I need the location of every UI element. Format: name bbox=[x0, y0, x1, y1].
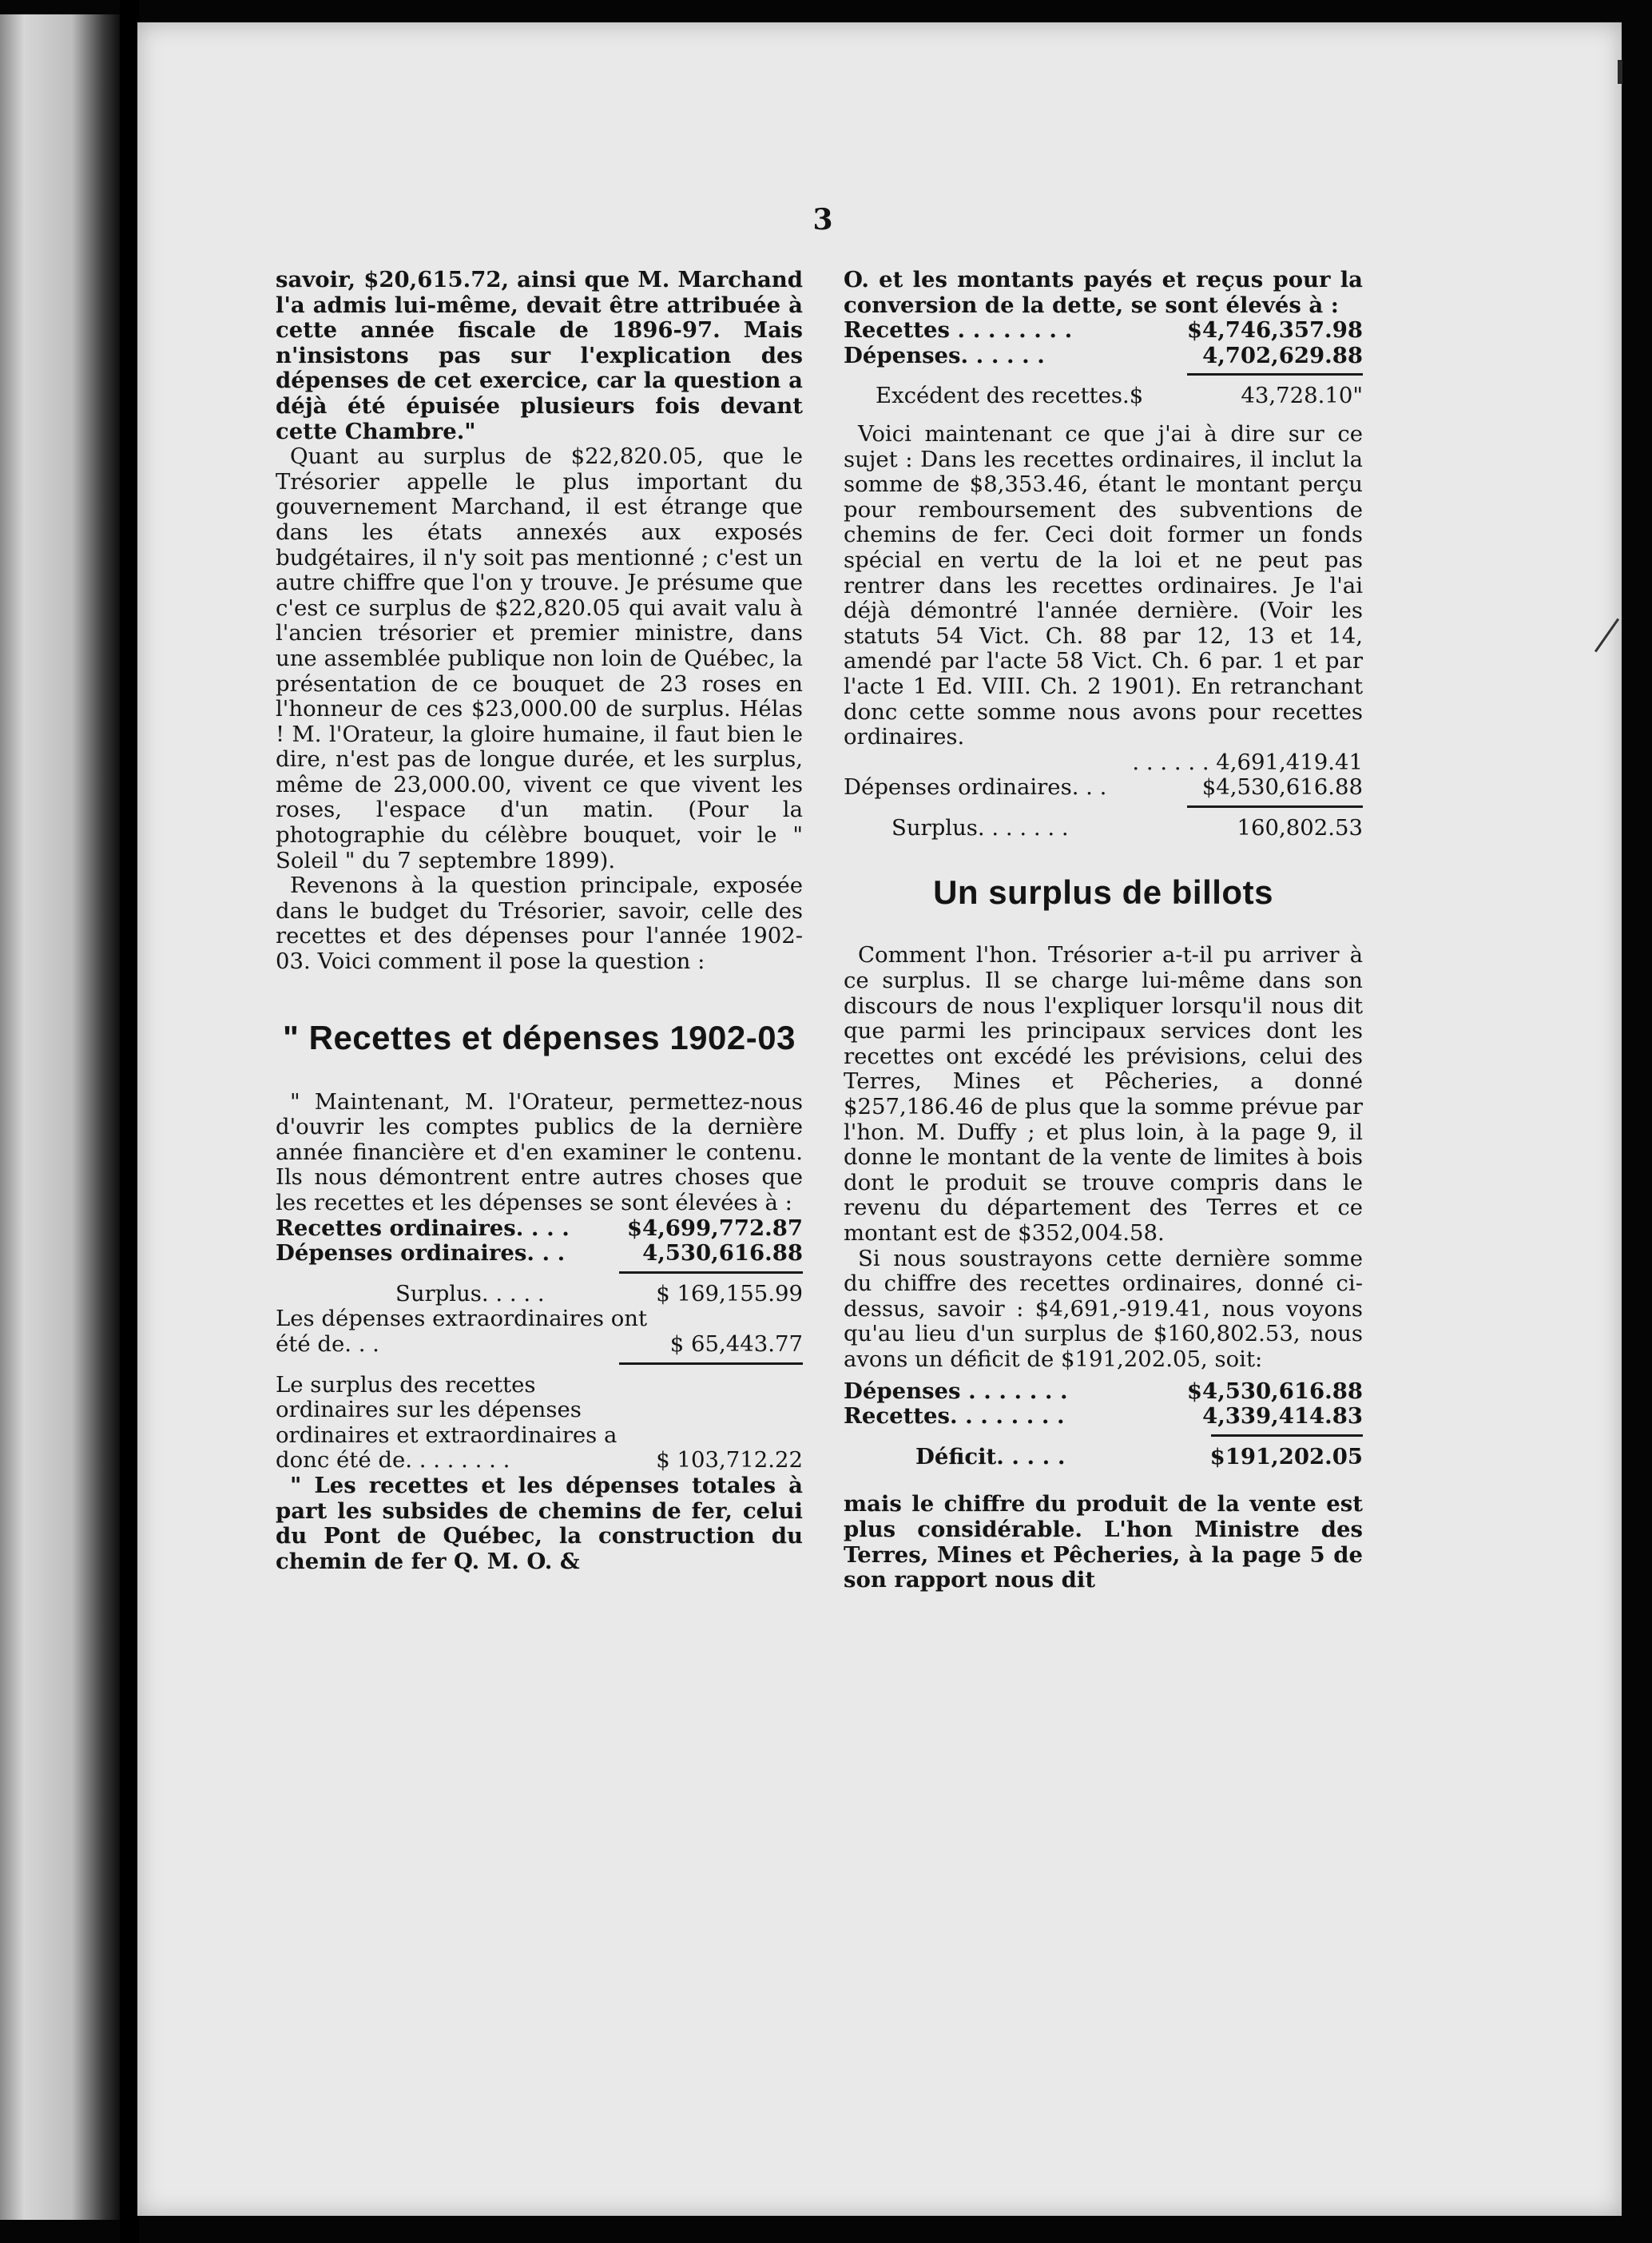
page-number: 3 bbox=[812, 203, 833, 237]
figure-value: . . . . . . 4,691,419.41 bbox=[1132, 749, 1363, 775]
edge-mark bbox=[1618, 60, 1622, 84]
left-paragraph-2: Quant au surplus de $22,820.05, que le Trésorier appelle le plus important du gouvernement Marchand, il est étrange que dans les états annexés aux exposés budgétaires, il n'y soit pas mentionné ; c'est un autre chiffre que l'on y trouve. Je présume que c'est ce surplus de $22,820.05 qui avait valu à l'ancien trésorier et premier ministre, dans une assemblée publique non loin de Québec, la présentation de ce bouquet de 23 roses en l'honneur de ces $23,000.00 de surplus. Hélas ! M. l'Orateur, la gloire humaine, il faut bien le dire, n'est pas de longue durée, et les surplus, même de 23,000.00, vivent ce que vivent les roses, l'espace d'un matin. (Pour la photographie du célèbre bouquet, voir le " Soleil " du 7 septembre 1899). bbox=[276, 443, 803, 873]
figure-value: $4,530,616.88 bbox=[1186, 1378, 1363, 1404]
figure-value: $ 103,712.22 bbox=[656, 1447, 803, 1473]
figure-value: $4,746,357.98 bbox=[1186, 317, 1363, 344]
figure-value: 4,339,414.83 bbox=[1202, 1403, 1363, 1430]
sum-rule bbox=[1187, 373, 1363, 376]
figure-row-recettes-ordinaires bbox=[276, 1216, 803, 1242]
figure-value: $ 65,443.77 bbox=[669, 1330, 803, 1357]
figure-label: Surplus. . . . . . . bbox=[892, 814, 1069, 841]
right-paragraph-1: O. et les montants payés et reçus pour la conversion de la dette, se sont élevés à : bbox=[844, 267, 1363, 318]
figure-row-depenses-ordinaires bbox=[844, 775, 1363, 801]
figure-value: $ 169,155.99 bbox=[656, 1280, 803, 1306]
figure-row-recettes-ordinaires bbox=[844, 750, 1363, 776]
section-heading-billots: Un surplus de billots bbox=[933, 873, 1273, 912]
figure-value: $4,530,616.88 bbox=[1201, 774, 1363, 801]
figure-label: Déficit. . . . . bbox=[915, 1443, 1066, 1469]
figure-value: 160,802.53 bbox=[1237, 814, 1363, 841]
facing-page-edge bbox=[0, 14, 121, 2220]
right-paragraph-3: Comment l'hon. Trésorier a-t-il pu arriver à ce surplus. Il se charge lui-même dans son discours de nous l'expliquer lorsqu'il nous dit que parmi les principaux services dont les recettes ont excédé les prévisions, celui des Terres, Mines et Pêcheries, a donné $257,186.46 de plus que la somme prévue par l'hon. M. Duffy ; et plus loin, à la page 9, il donne le montant de la vente de limites à bois dont le produit se trouve compris dans le revenu du département des Terres et ce montant est de $352,004.58. bbox=[844, 942, 1363, 1246]
figure-row-depenses-ordinaires bbox=[276, 1241, 803, 1267]
figure-label: Recettes. . . . . . . . bbox=[844, 1403, 1065, 1430]
right-paragraph-2: Voici maintenant ce que j'ai à dire sur ce sujet : Dans les recettes ordinaires, il inclut la somme de $8,353.46, étant le montant perçu pour remboursement des subventions de chemins de fer. Ceci doit former un fonds spécial en vertu de la loi et ne peut pas rentrer dans les recettes ordinaires. Je l'ai déjà démontré l'année dernière. (Voir les statuts 54 Vict. Ch. 88 par 12, 13 et 14, amendé par l'acte 58 Vict. Ch. 6 par. 1 et par l'acte 1 Ed. VIII. Ch. 2 1901). En retranchant donc cette somme nous avons pour recettes ordinaires. bbox=[844, 420, 1363, 750]
left-paragraph-4: " Maintenant, M. l'Orateur, permettez-nous d'ouvrir les comptes publics de la dernière année financière et d'en examiner le contenu. Ils nous démontrent entre autres choses que les recettes et les dépenses se sont élevées à : bbox=[276, 1088, 803, 1215]
sum-rule bbox=[1187, 805, 1363, 808]
section-heading-recettes: " Recettes et dépenses 1902-03 bbox=[283, 1018, 796, 1056]
figure-row-depenses bbox=[844, 344, 1363, 369]
figure-row-deficit bbox=[844, 1445, 1363, 1470]
figure-value: 4,702,629.88 bbox=[1202, 342, 1363, 368]
figure-value: 43,728.10" bbox=[1241, 383, 1363, 409]
figure-label: Excédent des recettes.$ bbox=[876, 383, 1144, 409]
figure-label: Dépenses . . . . . . . bbox=[844, 1378, 1068, 1404]
figure-label: Recettes . . . . . . . . bbox=[844, 317, 1073, 344]
left-paragraph-5: " Les recettes et les dépenses totales à part les subsides de chemins de fer, celui du Pont de Québec, la construction du chemin de fer Q. M. O. & bbox=[276, 1472, 803, 1574]
spine-shadow bbox=[120, 0, 139, 2243]
left-paragraph-3: Revenons à la question principale, exposée dans le budget du Trésorier, savoir, celle des recettes et des dépenses pour l'année 1902-03. Voici comment il pose la question : bbox=[276, 873, 803, 975]
sum-rule bbox=[619, 1271, 803, 1274]
sum-rule bbox=[1211, 1434, 1363, 1437]
figure-row-depenses-deficit bbox=[844, 1379, 1363, 1405]
figure-row-excedent bbox=[844, 384, 1363, 409]
figure-row-surplus-net bbox=[276, 1373, 803, 1473]
figure-row-recettes bbox=[844, 318, 1363, 344]
figure-label: Surplus. . . . . bbox=[395, 1280, 545, 1306]
figure-label: Les dépenses extraordinaires ont été de. . . bbox=[276, 1306, 648, 1357]
left-paragraph-1: savoir, $20,615.72, ainsi que M. Marchand l'a admis lui-même, devait être attribuée à cette année fiscale de 1896-97. Mais n'insistons pas sur l'explication des dépenses de cet exercice, car la question a déjà été épuisée plusieurs fois devant cette Chambre." bbox=[276, 267, 803, 444]
figure-value: $4,699,772.87 bbox=[626, 1215, 803, 1241]
right-paragraph-5: mais le chiffre du produit de la vente est plus considérable. L'hon Ministre des Terres, Mines et Pêcheries, à la page 5 de son rapport nous dit bbox=[844, 1491, 1363, 1593]
figure-value: $191,202.05 bbox=[1209, 1443, 1363, 1469]
right-column bbox=[844, 268, 1363, 1593]
figure-row-recettes-deficit bbox=[844, 1404, 1363, 1430]
figure-label: Le surplus des recettes ordinaires sur les dépenses ordinaires et extraordinaires a donc été de. . . . . . . . bbox=[276, 1371, 618, 1473]
figure-label: Dépenses. . . . . . bbox=[844, 342, 1045, 368]
right-paragraph-4: Si nous soustrayons cette dernière somme du chiffre des recettes ordinaires, donné ci-dessus, savoir : $4,691,-919.41, nous voyons qu'au lieu d'un surplus de $160,802.53, nous avons un déficit de $191,202.05, soit: bbox=[844, 1245, 1363, 1372]
figure-label: Dépenses ordinaires. . . bbox=[844, 774, 1107, 801]
figure-row-surplus bbox=[276, 1282, 803, 1307]
figure-row-extraordinaires bbox=[276, 1306, 803, 1357]
figure-row-surplus bbox=[844, 816, 1363, 841]
sum-rule bbox=[619, 1362, 803, 1365]
left-column bbox=[276, 268, 803, 1574]
figure-label: Recettes ordinaires. . . . bbox=[276, 1215, 570, 1241]
figure-label: Dépenses ordinaires. . . bbox=[276, 1240, 566, 1267]
figure-value: 4,530,616.88 bbox=[642, 1240, 803, 1267]
